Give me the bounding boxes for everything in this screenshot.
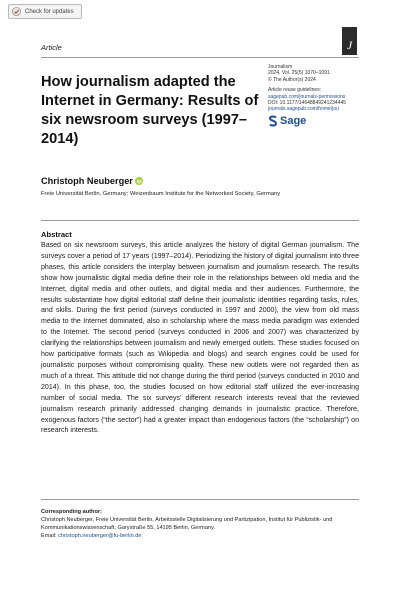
journal-logo-letter: J	[346, 38, 353, 52]
copyright: © The Author(s) 2024	[268, 76, 316, 83]
check-for-updates-badge[interactable]	[8, 4, 82, 19]
check-for-updates-label: Check for updates	[25, 8, 74, 15]
corresponding-address: Christoph Neuberger, Freie Universität Berlin, Arbeitsstelle Digitalisierung und Partizipation, Institut für Publizistik- und Kommunikationswissenschaft, Garystraße 55, 14195 Berlin, Germany.	[41, 517, 333, 531]
check-updates-icon	[12, 7, 21, 16]
journal-name: Journalism	[268, 64, 293, 70]
author-name: Christoph Neuberger	[41, 176, 133, 186]
journal-logo-icon	[342, 27, 357, 55]
article-title: How journalism adapted the Internet in Germany: Results of six newsroom surveys (1997–2014)	[41, 74, 259, 147]
corresponding-heading: Corresponding author:	[41, 509, 102, 515]
publication-meta	[268, 64, 368, 127]
sage-logo	[268, 115, 368, 127]
reuse-label: Article reuse guidelines:	[268, 87, 322, 94]
email-link[interactable]: christoph.neuberger@fu-berlin.de	[58, 533, 142, 539]
author-line	[41, 176, 143, 186]
doi[interactable]: DOI: 10.1177/14648849241234445	[268, 100, 347, 107]
reuse-link[interactable]: sagepub.com/journals-permissions	[268, 93, 346, 100]
sage-s-icon	[268, 115, 278, 127]
corresponding-author-block	[41, 508, 359, 540]
footer-rule	[41, 499, 359, 500]
abstract-rule	[41, 220, 359, 221]
email-label: Email:	[41, 533, 57, 539]
abstract-text: Based on six newsroom surveys, this article analyzes the history of digital German journalism. The surveys cover a period of 17 years (1997–2014). Periodizing the history of digital journalism into three phases, this article considers the interplay between journalism and journalism research. The results show how journalistic digital media define their role in the relationships between old media and the Internet, digital media and other outlets, and digital media and their audiences. Furthermore, the results substantiate how digital editorial staff define their journalistic identities regarding tasks, rules, and skills. During the first period (surveys conducted in 1997 and 2000), the view from old mass media to the Internet dominated, also in scholarship where the mass media paradigm was extended to the Internet. The second period (surveys conducted in 2006 and 2007) was characterized by clarifying the relationships between journalism and newly emerged outlets. These studies focused on how participative formats (such as Wikipedia and blogs) and search engines could be used for journalistic purposes without compromising quality. These new outlets were not regarded then as much of a threat. This attitude did not change during the third period (surveys conducted in 2010 and 2014). In this phase, too, the studies focused on how editorial staff utilized the ever-increasing number of social media. The six surveys’ different research interests reveal that the reviewed journalism research primarily addressed changing demands in journalistic practice. Therefore, exogenous factors (“the sector”) had a greater impact than endogenous factors (the “scholarship”) on research interests.	[41, 242, 359, 435]
article-type-label: Article	[41, 43, 62, 52]
journal-link[interactable]: journals.sagepub.com/home/jou	[268, 106, 339, 113]
orcid-icon[interactable]	[135, 177, 143, 185]
publisher-name: Sage	[280, 114, 307, 127]
abstract-heading: Abstract	[41, 230, 72, 239]
header-rule	[41, 57, 359, 58]
author-affiliation: Freie Universität Berlin, Germany; Weizenbaum Institute for the Networked Society, Germany	[41, 191, 281, 197]
volume-info: 2024, Vol. 25(5) 1070–1091	[268, 70, 330, 77]
